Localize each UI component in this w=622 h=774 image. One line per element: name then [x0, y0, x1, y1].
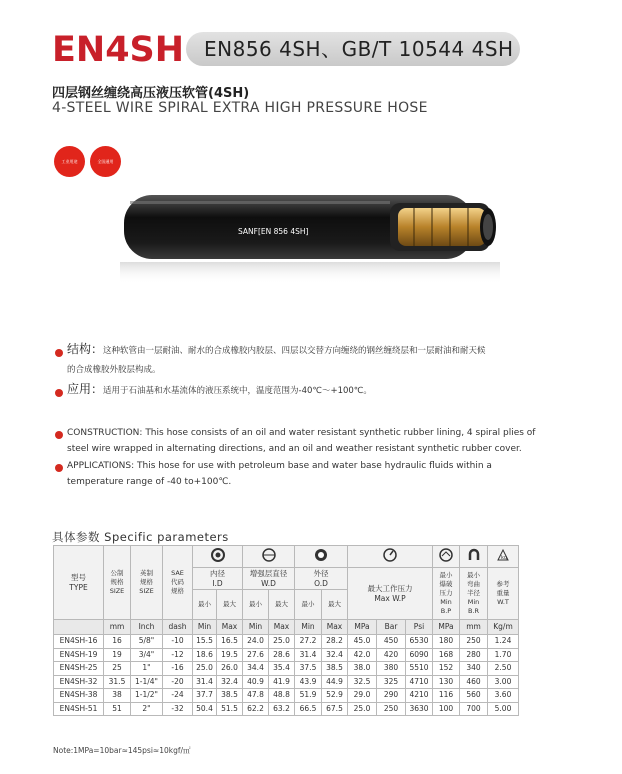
table-cell: EN4SH-32: [54, 675, 104, 689]
table-cell: 19.5: [217, 648, 243, 662]
table-cell: 130: [433, 675, 460, 689]
table-cell: 40.9: [243, 675, 269, 689]
max-label: 最大: [322, 590, 348, 620]
burst-gauge-icon: [433, 546, 460, 568]
unit-cell: Min: [243, 620, 269, 635]
wt-header: 参考 重量 W.T: [488, 568, 519, 620]
construction-cn-line2: 的合成橡胶外胶层构成。: [67, 365, 161, 375]
table-cell: 29.0: [348, 689, 377, 703]
table-cell: 6530: [406, 635, 433, 649]
table-cell: 52.9: [322, 689, 348, 703]
table-cell: 100: [433, 702, 460, 716]
unit-cell: Psi: [406, 620, 433, 635]
table-cell: 5510: [406, 662, 433, 676]
bullet: [55, 431, 63, 439]
table-cell: -12: [163, 648, 193, 662]
max-label: 最大: [217, 590, 243, 620]
construction-en-line2: steel wire wrapped in alternating directions, and an oil and weather resistant synthetic rubber cover.: [67, 444, 522, 454]
table-cell: 47.8: [243, 689, 269, 703]
table-cell: 116: [433, 689, 460, 703]
application-cn: 应用：适用于石油基和水基流体的液压系统中，温度范围为-40℃～+100℃。: [67, 382, 372, 396]
table-cell: 18.6: [193, 648, 217, 662]
table-cell: 700: [460, 702, 488, 716]
table-cell: 325: [377, 675, 406, 689]
table-cell: 62.2: [243, 702, 269, 716]
table-row: [54, 702, 519, 716]
table-cell: 31.4: [295, 648, 322, 662]
table-cell: 38.5: [217, 689, 243, 703]
unit-cell: dash: [163, 620, 193, 635]
table-cell: 35.4: [269, 662, 295, 676]
unit-cell: Max: [269, 620, 295, 635]
table-row: [54, 675, 519, 689]
table-cell: 34.4: [243, 662, 269, 676]
table-row: [54, 648, 519, 662]
od-header: 外径 O.D: [295, 568, 348, 590]
table-cell: 38.5: [322, 662, 348, 676]
table-cell: 3.60: [488, 689, 519, 703]
table-cell: 66.5: [295, 702, 322, 716]
min-label: 最小: [243, 590, 269, 620]
table-cell: 1-1/4": [131, 675, 163, 689]
table-cell: 1": [131, 662, 163, 676]
table-cell: EN4SH-25: [54, 662, 104, 676]
pressure-gauge-icon: [348, 546, 433, 568]
table-cell: 43.9: [295, 675, 322, 689]
table-cell: 280: [460, 648, 488, 662]
applications-en: APPLICATIONS: This hose for use with petroleum base and water base hydraulic fluids within a: [67, 461, 492, 471]
table-cell: 2": [131, 702, 163, 716]
unit-cell: Min: [295, 620, 322, 635]
table-cell: 25.0: [269, 635, 295, 649]
svg-text:kg: kg: [501, 555, 508, 561]
hose-wire-layer: [398, 208, 486, 246]
table-cell: 152: [433, 662, 460, 676]
table-cell: 5/8": [131, 635, 163, 649]
id-header: 内径 I.D: [193, 568, 243, 590]
construction-cn: 结构：这种软管由一层耐油、耐水的合成橡胶内胶层、四层以交替方向缠绕的钢丝缠绕层和一层耐油和耐天候: [67, 342, 486, 356]
unit-cell: Inch: [131, 620, 163, 635]
table-cell: 340: [460, 662, 488, 676]
table-cell: 3/4": [131, 648, 163, 662]
unit-cell: Max: [217, 620, 243, 635]
table-cell: 26.0: [217, 662, 243, 676]
bullet: [55, 389, 63, 397]
applications-en-line2: temperature range of -40 to+100℃.: [67, 477, 232, 487]
table-cell: -32: [163, 702, 193, 716]
table-cell: 560: [460, 689, 488, 703]
unit-row: [54, 620, 519, 635]
wire-diameter-icon: [243, 546, 295, 568]
table-cell: 25: [104, 662, 131, 676]
table-cell: 3630: [406, 702, 433, 716]
table-cell: EN4SH-19: [54, 648, 104, 662]
construction-en: CONSTRUCTION: This hose consists of an oil and water resistant synthetic rubber lining, 4 spiral plies of: [67, 428, 536, 438]
hose-print: SANF[EN 856 4SH]: [238, 227, 309, 236]
type-header: 型号 TYPE: [54, 546, 104, 620]
industry-icon: 工业用途: [54, 146, 85, 177]
table-cell: -10: [163, 635, 193, 649]
min-label: 最小: [295, 590, 322, 620]
table-cell: 1-1/2": [131, 689, 163, 703]
standard-text: EN856 4SH、GB/T 10544 4SH: [204, 37, 514, 61]
inner-diameter-icon: [193, 546, 243, 568]
table-cell: 38.0: [348, 662, 377, 676]
table-cell: 380: [377, 662, 406, 676]
table-cell: 290: [377, 689, 406, 703]
bend-radius-icon: [460, 546, 488, 568]
max-label: 最大: [269, 590, 295, 620]
table-cell: 48.8: [269, 689, 295, 703]
table-cell: 1.24: [488, 635, 519, 649]
table-cell: 27.2: [295, 635, 322, 649]
unit-cell: mm: [460, 620, 488, 635]
table-cell: 16: [104, 635, 131, 649]
table-cell: 1.70: [488, 648, 519, 662]
outer-diameter-icon: [295, 546, 348, 568]
table-cell: 38: [104, 689, 131, 703]
table-cell: 19: [104, 648, 131, 662]
globe-icon: 全国通用: [90, 146, 121, 177]
table-cell: 250: [377, 702, 406, 716]
table-cell: 44.9: [322, 675, 348, 689]
table-cell: 37.7: [193, 689, 217, 703]
table-cell: 45.0: [348, 635, 377, 649]
table-cell: -20: [163, 675, 193, 689]
br-header: 最小 弯曲 半径 Min B.R: [460, 568, 488, 620]
bullet: [55, 349, 63, 357]
table-cell: EN4SH-51: [54, 702, 104, 716]
table-cell: 51.5: [217, 702, 243, 716]
title-chinese: 四层钢丝缠绕高压液压软管(4SH): [52, 86, 250, 101]
table-cell: 51.9: [295, 689, 322, 703]
table-cell: 37.5: [295, 662, 322, 676]
unit-cell: Min: [193, 620, 217, 635]
unit-cell: mm: [104, 620, 131, 635]
table-cell: 4710: [406, 675, 433, 689]
specs-table: [53, 545, 519, 716]
table-cell: 24.0: [243, 635, 269, 649]
table-cell: 32.5: [348, 675, 377, 689]
table-cell: -16: [163, 662, 193, 676]
table-row: [54, 635, 519, 649]
table-cell: 5.00: [488, 702, 519, 716]
bullet: [55, 464, 63, 472]
table-cell: 3.00: [488, 675, 519, 689]
table-cell: 16.5: [217, 635, 243, 649]
table-cell: 420: [377, 648, 406, 662]
table-cell: 41.9: [269, 675, 295, 689]
table-row: [54, 662, 519, 676]
weight-icon: [488, 546, 519, 568]
table-cell: 31.4: [193, 675, 217, 689]
table-cell: 27.6: [243, 648, 269, 662]
note: Note:1MPa=10bar≈145psi≈10kgf/㎡: [53, 746, 191, 755]
table-cell: 67.5: [322, 702, 348, 716]
unit-cell: Max: [322, 620, 348, 635]
table-cell: 25.0: [348, 702, 377, 716]
table-cell: EN4SH-16: [54, 635, 104, 649]
table-cell: 31.5: [104, 675, 131, 689]
table-cell: 15.5: [193, 635, 217, 649]
title-english: 4-STEEL WIRE SPIRAL EXTRA HIGH PRESSURE HOSE: [52, 100, 428, 116]
table-cell: 460: [460, 675, 488, 689]
product-code: EN4SH: [52, 30, 185, 70]
bp-header: 最小 爆破 压力 Min B.P: [433, 568, 460, 620]
table-cell: 42.0: [348, 648, 377, 662]
unit-cell: Kg/m: [488, 620, 519, 635]
table-cell: 63.2: [269, 702, 295, 716]
table-row: [54, 689, 519, 703]
table-cell: 168: [433, 648, 460, 662]
wp-header: 最大工作压力 Max W.P: [348, 568, 433, 620]
unit-cell: Bar: [377, 620, 406, 635]
min-label: 最小: [193, 590, 217, 620]
table-cell: 28.2: [322, 635, 348, 649]
table-cell: 51: [104, 702, 131, 716]
table-cell: 2.50: [488, 662, 519, 676]
table-cell: EN4SH-38: [54, 689, 104, 703]
table-cell: 28.6: [269, 648, 295, 662]
table-cell: 25.0: [193, 662, 217, 676]
wd-header: 增强层直径 W.D: [243, 568, 295, 590]
inch-size-header: 英制 规格 SIZE: [131, 546, 163, 620]
table-cell: 4210: [406, 689, 433, 703]
table-cell: -24: [163, 689, 193, 703]
unit-cell: MPa: [348, 620, 377, 635]
table-cell: 6090: [406, 648, 433, 662]
table-cell: 32.4: [217, 675, 243, 689]
table-cell: 180: [433, 635, 460, 649]
table-cell: 250: [460, 635, 488, 649]
table-cell: 32.4: [322, 648, 348, 662]
table-cell: 450: [377, 635, 406, 649]
sae-header: SAE 代码 规格: [163, 546, 193, 620]
metric-size-header: 公制 规格 SIZE: [104, 546, 131, 620]
specs-title: 具体参数 Specific parameters: [52, 530, 229, 544]
unit-cell: MPa: [433, 620, 460, 635]
hose-image: [110, 150, 510, 300]
table-cell: 50.4: [193, 702, 217, 716]
